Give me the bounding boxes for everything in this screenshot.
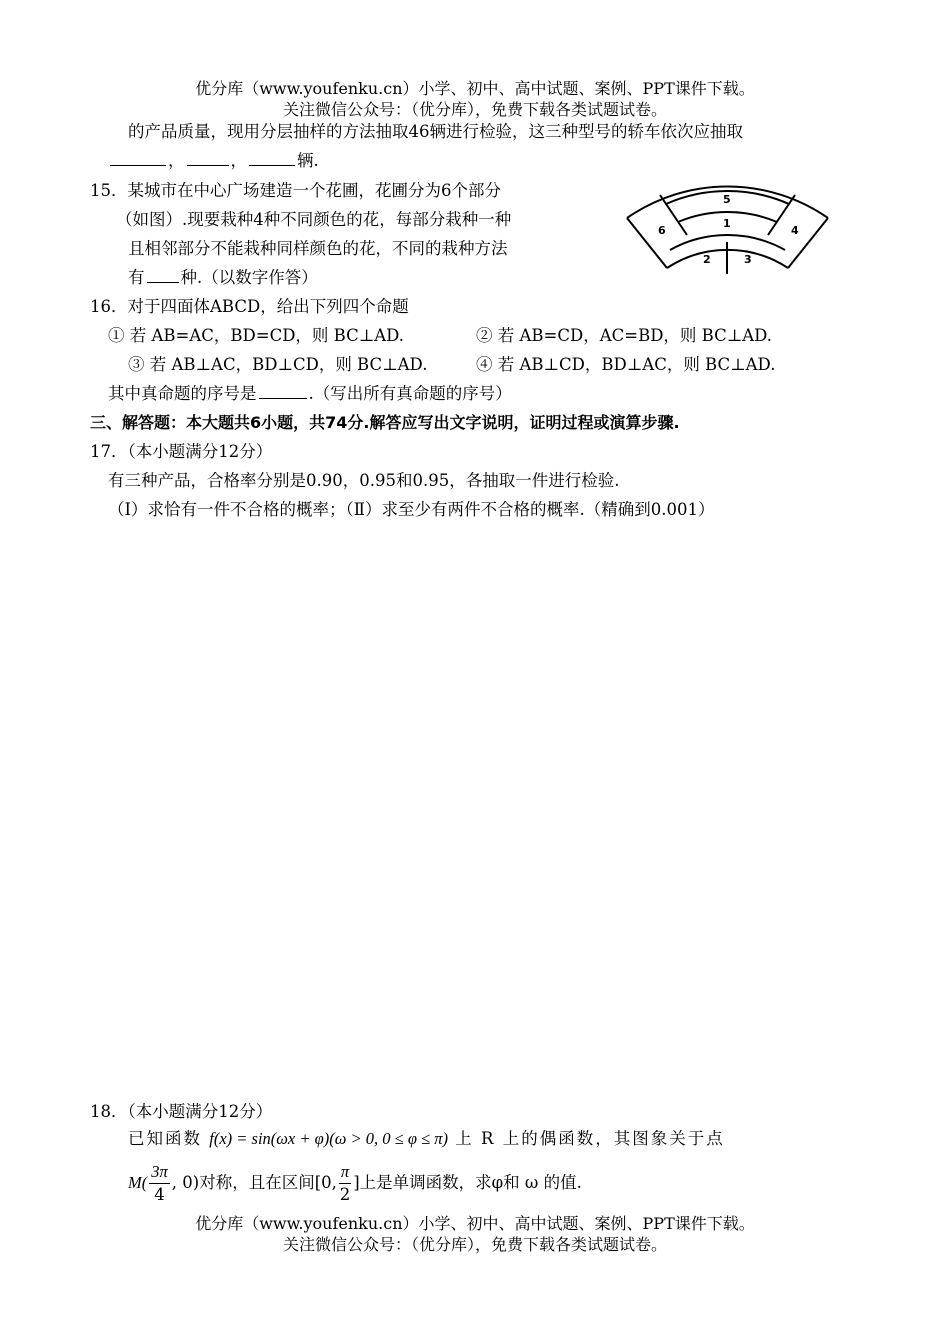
q14-line-1: 的产品质量，现用分层抽样的方法抽取46辆进行检验，这三种型号的轿车依次应抽取 [128, 122, 743, 141]
figure-label-4: 4 [791, 224, 799, 237]
q18-point-m: M( [128, 1173, 148, 1192]
q18-line-1 [128, 1128, 725, 1150]
garden-figure [620, 172, 835, 292]
q16-ask-post: .（写出所有真命题的序号） [308, 384, 512, 403]
q14-sep-1: ， [168, 151, 185, 170]
q16-ask [108, 383, 512, 405]
q18-frac-3pi-4 [149, 1161, 170, 1206]
answer-blank[interactable] [147, 268, 179, 283]
q18-head: 18．（本小题满分12分） [90, 1102, 273, 1121]
q17-line-2: （Ⅰ）求恰有一件不合格的概率；（Ⅱ）求至少有两件不合格的概率.（精确到0.001） [108, 500, 715, 519]
q15-line-1: 15．某城市在中心广场建造一个花圃，花圃分为6个部分 [90, 181, 501, 200]
q14-answer-line [108, 150, 319, 172]
q15-line-4 [128, 267, 318, 289]
q15-line-4-pre: 有 [128, 268, 145, 287]
q15-line-4-post: 种.（以数字作答） [180, 268, 318, 287]
q18-interval-pre: [0, [314, 1173, 337, 1192]
answer-blank[interactable] [249, 151, 295, 166]
figure-label-3: 3 [744, 253, 752, 266]
q15-line-3: 且相邻部分不能栽种同样颜色的花，不同的栽种方法 [128, 239, 508, 258]
q14-sep-2: ， [230, 151, 247, 170]
section-3-title: 三、解答题：本大题共6小题，共74分.解答应写出文字说明，证明过程或演算步骤. [90, 413, 680, 432]
header-line-2: 关注微信公众号：（优分库），免费下载各类试题试卷。 [282, 100, 667, 119]
footer-line-1: 优分库（www.youfenku.cn）小学、初中、高中试题、案例、PPT课件下载。 [195, 1214, 755, 1233]
q18-int-den: 2 [339, 1184, 351, 1204]
q16-proposition-2: ② 若 AB=CD，AC=BD，则 BC⊥AD. [476, 326, 773, 345]
q16-proposition-4: ④ 若 AB⊥CD，BD⊥AC，则 BC⊥AD. [476, 355, 776, 374]
q17-head: 17．（本小题满分12分） [90, 442, 273, 461]
answer-blank[interactable] [187, 151, 229, 166]
q16-line-1: 16．对于四面体ABCD，给出下列四个命题 [90, 297, 409, 316]
header-line-1: 优分库（www.youfenku.cn）小学、初中、高中试题、案例、PPT课件下载。 [195, 79, 755, 98]
q16-proposition-1: ① 若 AB=AC，BD=CD，则 BC⊥AD. [108, 326, 405, 345]
figure-label-5: 5 [723, 193, 731, 206]
q18-int-num: π [339, 1161, 351, 1184]
q16-ask-pre: 其中真命题的序号是 [108, 384, 257, 403]
q18-l2-post: 上是单调函数，求φ和 ω 的值. [359, 1173, 582, 1192]
q18-frac-pi-2 [339, 1161, 351, 1206]
answer-blank[interactable] [110, 151, 166, 166]
figure-label-1: 1 [723, 217, 731, 230]
q18-l1-pre: 已知函数 [128, 1129, 202, 1148]
q18-frac-den: 4 [154, 1184, 165, 1204]
q18-l1-post: 上 R 上的偶函数，其图象关于点 [455, 1129, 725, 1148]
q16-proposition-3: ③ 若 AB⊥AC，BD⊥CD，则 BC⊥AD. [128, 355, 428, 374]
footer-line-2: 关注微信公众号：（优分库），免费下载各类试题试卷。 [282, 1235, 667, 1254]
answer-blank[interactable] [259, 384, 307, 399]
q18-interval-end: ] [353, 1173, 360, 1192]
q18-formula: f(x) = sin(ωx + φ)(ω > 0, 0 ≤ φ ≤ π) [209, 1129, 449, 1148]
q18-point-m-end: , 0) [171, 1173, 200, 1192]
q17-line-1: 有三种产品，合格率分别是0.90，0.95和0.95，各抽取一件进行检验. [108, 471, 620, 490]
q18-l2-mid: 对称，且在区间 [199, 1173, 315, 1192]
q15-line-2: （如图）.现要栽种4种不同颜色的花，每部分栽种一种 [116, 210, 512, 229]
q18-frac-num: 3π [149, 1161, 170, 1184]
q14-unit: 辆. [297, 151, 319, 170]
q18-line-2 [128, 1158, 582, 1208]
figure-label-2: 2 [703, 253, 711, 266]
figure-label-6: 6 [658, 224, 666, 237]
